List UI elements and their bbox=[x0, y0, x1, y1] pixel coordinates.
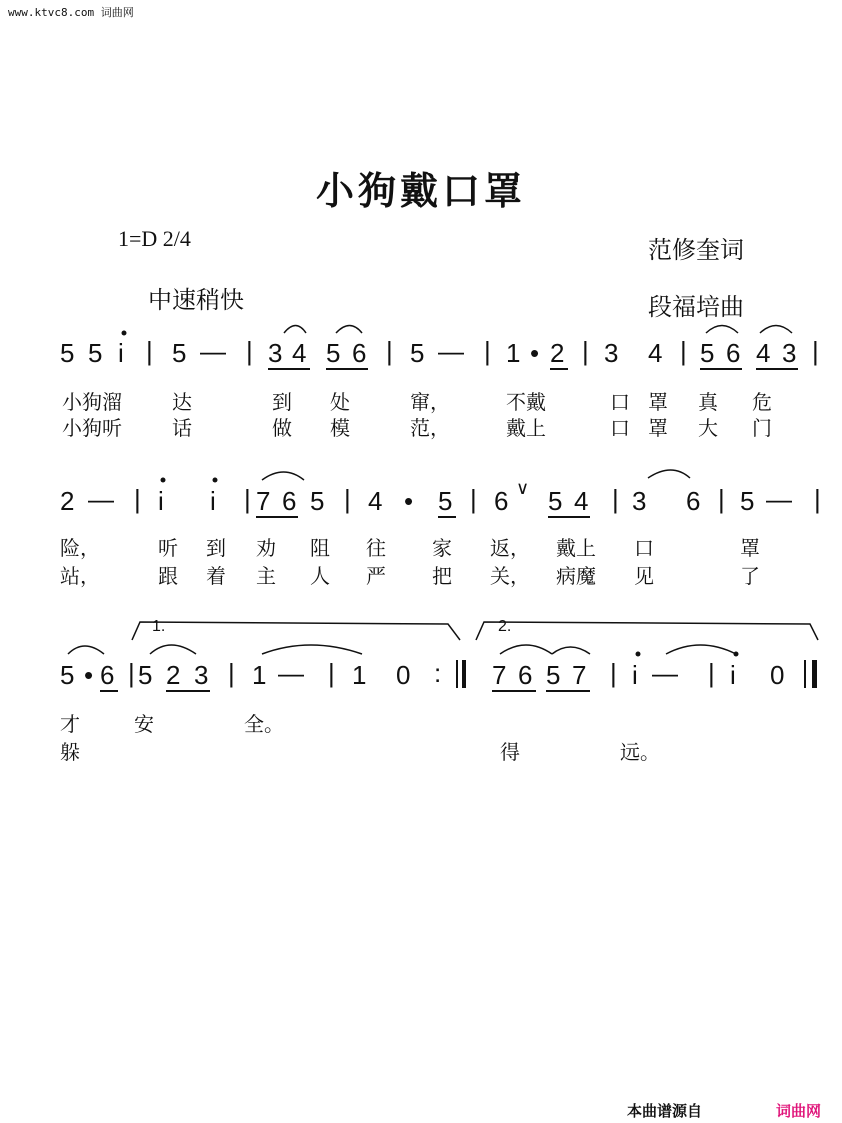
note: 6 bbox=[100, 660, 115, 690]
lyric: 跟 bbox=[158, 564, 178, 588]
barline: | bbox=[244, 484, 251, 514]
breath-mark: ∨ bbox=[516, 478, 530, 498]
lyric: 见 bbox=[634, 564, 654, 588]
lyric: 劝 bbox=[256, 536, 276, 560]
barline: | bbox=[612, 484, 619, 514]
note: 3 bbox=[194, 660, 209, 690]
note: 1 bbox=[352, 660, 367, 690]
barline: | bbox=[582, 336, 589, 366]
barline: | bbox=[344, 484, 351, 514]
note: 5 bbox=[326, 338, 341, 368]
key-signature: 1=D 2/4 bbox=[118, 226, 191, 251]
note: 5 bbox=[88, 338, 103, 368]
note: 2 bbox=[550, 338, 565, 368]
note: 4 bbox=[574, 486, 589, 516]
note: 6 bbox=[686, 486, 701, 516]
lyric: 着 bbox=[206, 564, 226, 588]
lyric: 罩 bbox=[648, 416, 668, 440]
note: 6 bbox=[352, 338, 367, 368]
note: 6 bbox=[494, 486, 509, 516]
note: 5 bbox=[548, 486, 563, 516]
lyric: 往 bbox=[366, 536, 386, 560]
lyric: 到 bbox=[206, 536, 226, 560]
lyric: 戴上 bbox=[556, 536, 596, 560]
eighth-beam bbox=[550, 368, 568, 370]
tempo-marking: 中速稍快 bbox=[148, 286, 244, 314]
barline: | bbox=[812, 336, 819, 366]
note: 1 bbox=[506, 338, 521, 368]
note: 0 bbox=[396, 660, 411, 690]
dot: • bbox=[530, 338, 540, 368]
note: 7 bbox=[256, 486, 271, 516]
lyric: 把 bbox=[432, 564, 452, 588]
barline: | bbox=[708, 658, 715, 688]
lyric: 安 bbox=[134, 712, 154, 736]
lyric: 不戴 bbox=[506, 390, 546, 414]
eighth-beam bbox=[166, 690, 210, 692]
lyric: 远。 bbox=[620, 740, 660, 764]
final-barline-thin bbox=[804, 660, 806, 688]
final-barline-thick bbox=[812, 660, 817, 688]
barline: | bbox=[134, 484, 141, 514]
note: 5 bbox=[740, 486, 755, 516]
volta-1-label: 1. bbox=[152, 618, 166, 635]
lyric: 做 bbox=[272, 416, 292, 440]
note: 5 bbox=[138, 660, 153, 690]
note: 6 bbox=[726, 338, 741, 368]
note: 0 bbox=[770, 660, 785, 690]
lyric: 站， bbox=[60, 564, 100, 588]
composer-credit: 段福培曲 bbox=[648, 293, 744, 321]
eighth-beam bbox=[492, 690, 536, 692]
lyric: 才 bbox=[60, 712, 80, 736]
dash: — bbox=[200, 336, 226, 366]
note: 5 bbox=[60, 660, 75, 690]
note: 7 bbox=[572, 660, 587, 690]
lyric: 人 bbox=[310, 564, 330, 588]
barline: | bbox=[680, 336, 687, 366]
note: 5 bbox=[438, 486, 453, 516]
note: 3 bbox=[604, 338, 619, 368]
barline: | bbox=[718, 484, 725, 514]
barline: | bbox=[386, 336, 393, 366]
lyric: 模 bbox=[330, 416, 350, 440]
eighth-beam bbox=[548, 516, 590, 518]
lyric: 门 bbox=[752, 416, 772, 440]
lyric: 小狗溜 bbox=[62, 390, 122, 414]
note: i bbox=[158, 486, 164, 516]
eighth-beam bbox=[756, 368, 798, 370]
barline: | bbox=[246, 336, 253, 366]
lyric: 口 bbox=[634, 536, 654, 560]
lyric: 口 bbox=[610, 416, 630, 440]
note: i bbox=[730, 660, 736, 690]
lyric: 阻 bbox=[310, 536, 330, 560]
note: 4 bbox=[368, 486, 383, 516]
barline: | bbox=[814, 484, 821, 514]
dot: • bbox=[84, 660, 94, 690]
lyricist-credit: 范修奎词 bbox=[648, 236, 744, 264]
note: 7 bbox=[492, 660, 507, 690]
lyric: 听 bbox=[158, 536, 178, 560]
volta-2-label: 2. bbox=[498, 618, 512, 635]
note: 2 bbox=[166, 660, 181, 690]
dash: — bbox=[766, 484, 792, 514]
eighth-beam bbox=[100, 690, 118, 692]
dot: • bbox=[404, 486, 414, 516]
note: 3 bbox=[782, 338, 797, 368]
lyric: 家 bbox=[432, 536, 452, 560]
note: i bbox=[118, 338, 124, 368]
lyric: 罩 bbox=[740, 536, 760, 560]
dash: — bbox=[652, 658, 678, 688]
lyric: 罩 bbox=[648, 390, 668, 414]
note: i bbox=[632, 660, 638, 690]
lyric: 窜， bbox=[410, 390, 450, 414]
eighth-beam bbox=[438, 516, 456, 518]
site-logo: 词曲网 bbox=[776, 1102, 822, 1120]
note: 5 bbox=[410, 338, 425, 368]
lyric: 范， bbox=[410, 416, 450, 440]
barline: | bbox=[128, 658, 135, 688]
lyric: 戴上 bbox=[506, 416, 546, 440]
barline: | bbox=[146, 336, 153, 366]
lyric: 全。 bbox=[244, 712, 284, 736]
barline: | bbox=[610, 658, 617, 688]
eighth-beam bbox=[546, 690, 590, 692]
source-label: 本曲谱源自 bbox=[627, 1102, 703, 1120]
barline: | bbox=[228, 658, 235, 688]
watermark-url: www.ktvc8.com 词曲网 bbox=[8, 6, 134, 19]
barline: | bbox=[470, 484, 477, 514]
repeat-barline-thin bbox=[456, 660, 458, 688]
note: 5 bbox=[60, 338, 75, 368]
lyric: 真 bbox=[698, 390, 718, 414]
note: 5 bbox=[310, 486, 325, 516]
eighth-beam bbox=[700, 368, 742, 370]
lyric: 险， bbox=[60, 536, 100, 560]
lyric: 达 bbox=[172, 390, 192, 414]
lyric: 返， bbox=[490, 536, 530, 560]
note: 6 bbox=[518, 660, 533, 690]
dash: — bbox=[278, 658, 304, 688]
note: 5 bbox=[700, 338, 715, 368]
note: 1 bbox=[252, 660, 267, 690]
note: 5 bbox=[172, 338, 187, 368]
barline: | bbox=[328, 658, 335, 688]
note: 4 bbox=[756, 338, 771, 368]
note: 2 bbox=[60, 486, 75, 516]
lyric: 口 bbox=[610, 390, 630, 414]
eighth-beam bbox=[256, 516, 298, 518]
note: i bbox=[210, 486, 216, 516]
barline: | bbox=[484, 336, 491, 366]
repeat-dots: : bbox=[434, 658, 442, 688]
lyric: 了 bbox=[740, 564, 760, 588]
lyric: 主 bbox=[256, 564, 276, 588]
lyric: 得 bbox=[500, 740, 520, 764]
lyric: 大 bbox=[698, 416, 718, 440]
repeat-barline-thick bbox=[462, 660, 466, 688]
lyric: 小狗听 bbox=[62, 416, 122, 440]
eighth-beam bbox=[268, 368, 310, 370]
lyric: 话 bbox=[172, 416, 192, 440]
note: 4 bbox=[292, 338, 307, 368]
lyric: 病魔 bbox=[556, 564, 596, 588]
note: 6 bbox=[282, 486, 297, 516]
lyric: 关， bbox=[490, 564, 530, 588]
dash: — bbox=[88, 484, 114, 514]
lyric: 到 bbox=[272, 390, 292, 414]
note: 5 bbox=[546, 660, 561, 690]
note: 4 bbox=[648, 338, 663, 368]
lyric: 处 bbox=[330, 390, 350, 414]
lyric: 躲 bbox=[60, 740, 80, 764]
song-title: 小狗戴口罩 bbox=[315, 169, 526, 213]
note: 3 bbox=[632, 486, 647, 516]
lyric: 危 bbox=[752, 390, 772, 414]
dash: — bbox=[438, 336, 464, 366]
eighth-beam bbox=[326, 368, 368, 370]
note: 3 bbox=[268, 338, 283, 368]
lyric: 严 bbox=[366, 564, 386, 588]
